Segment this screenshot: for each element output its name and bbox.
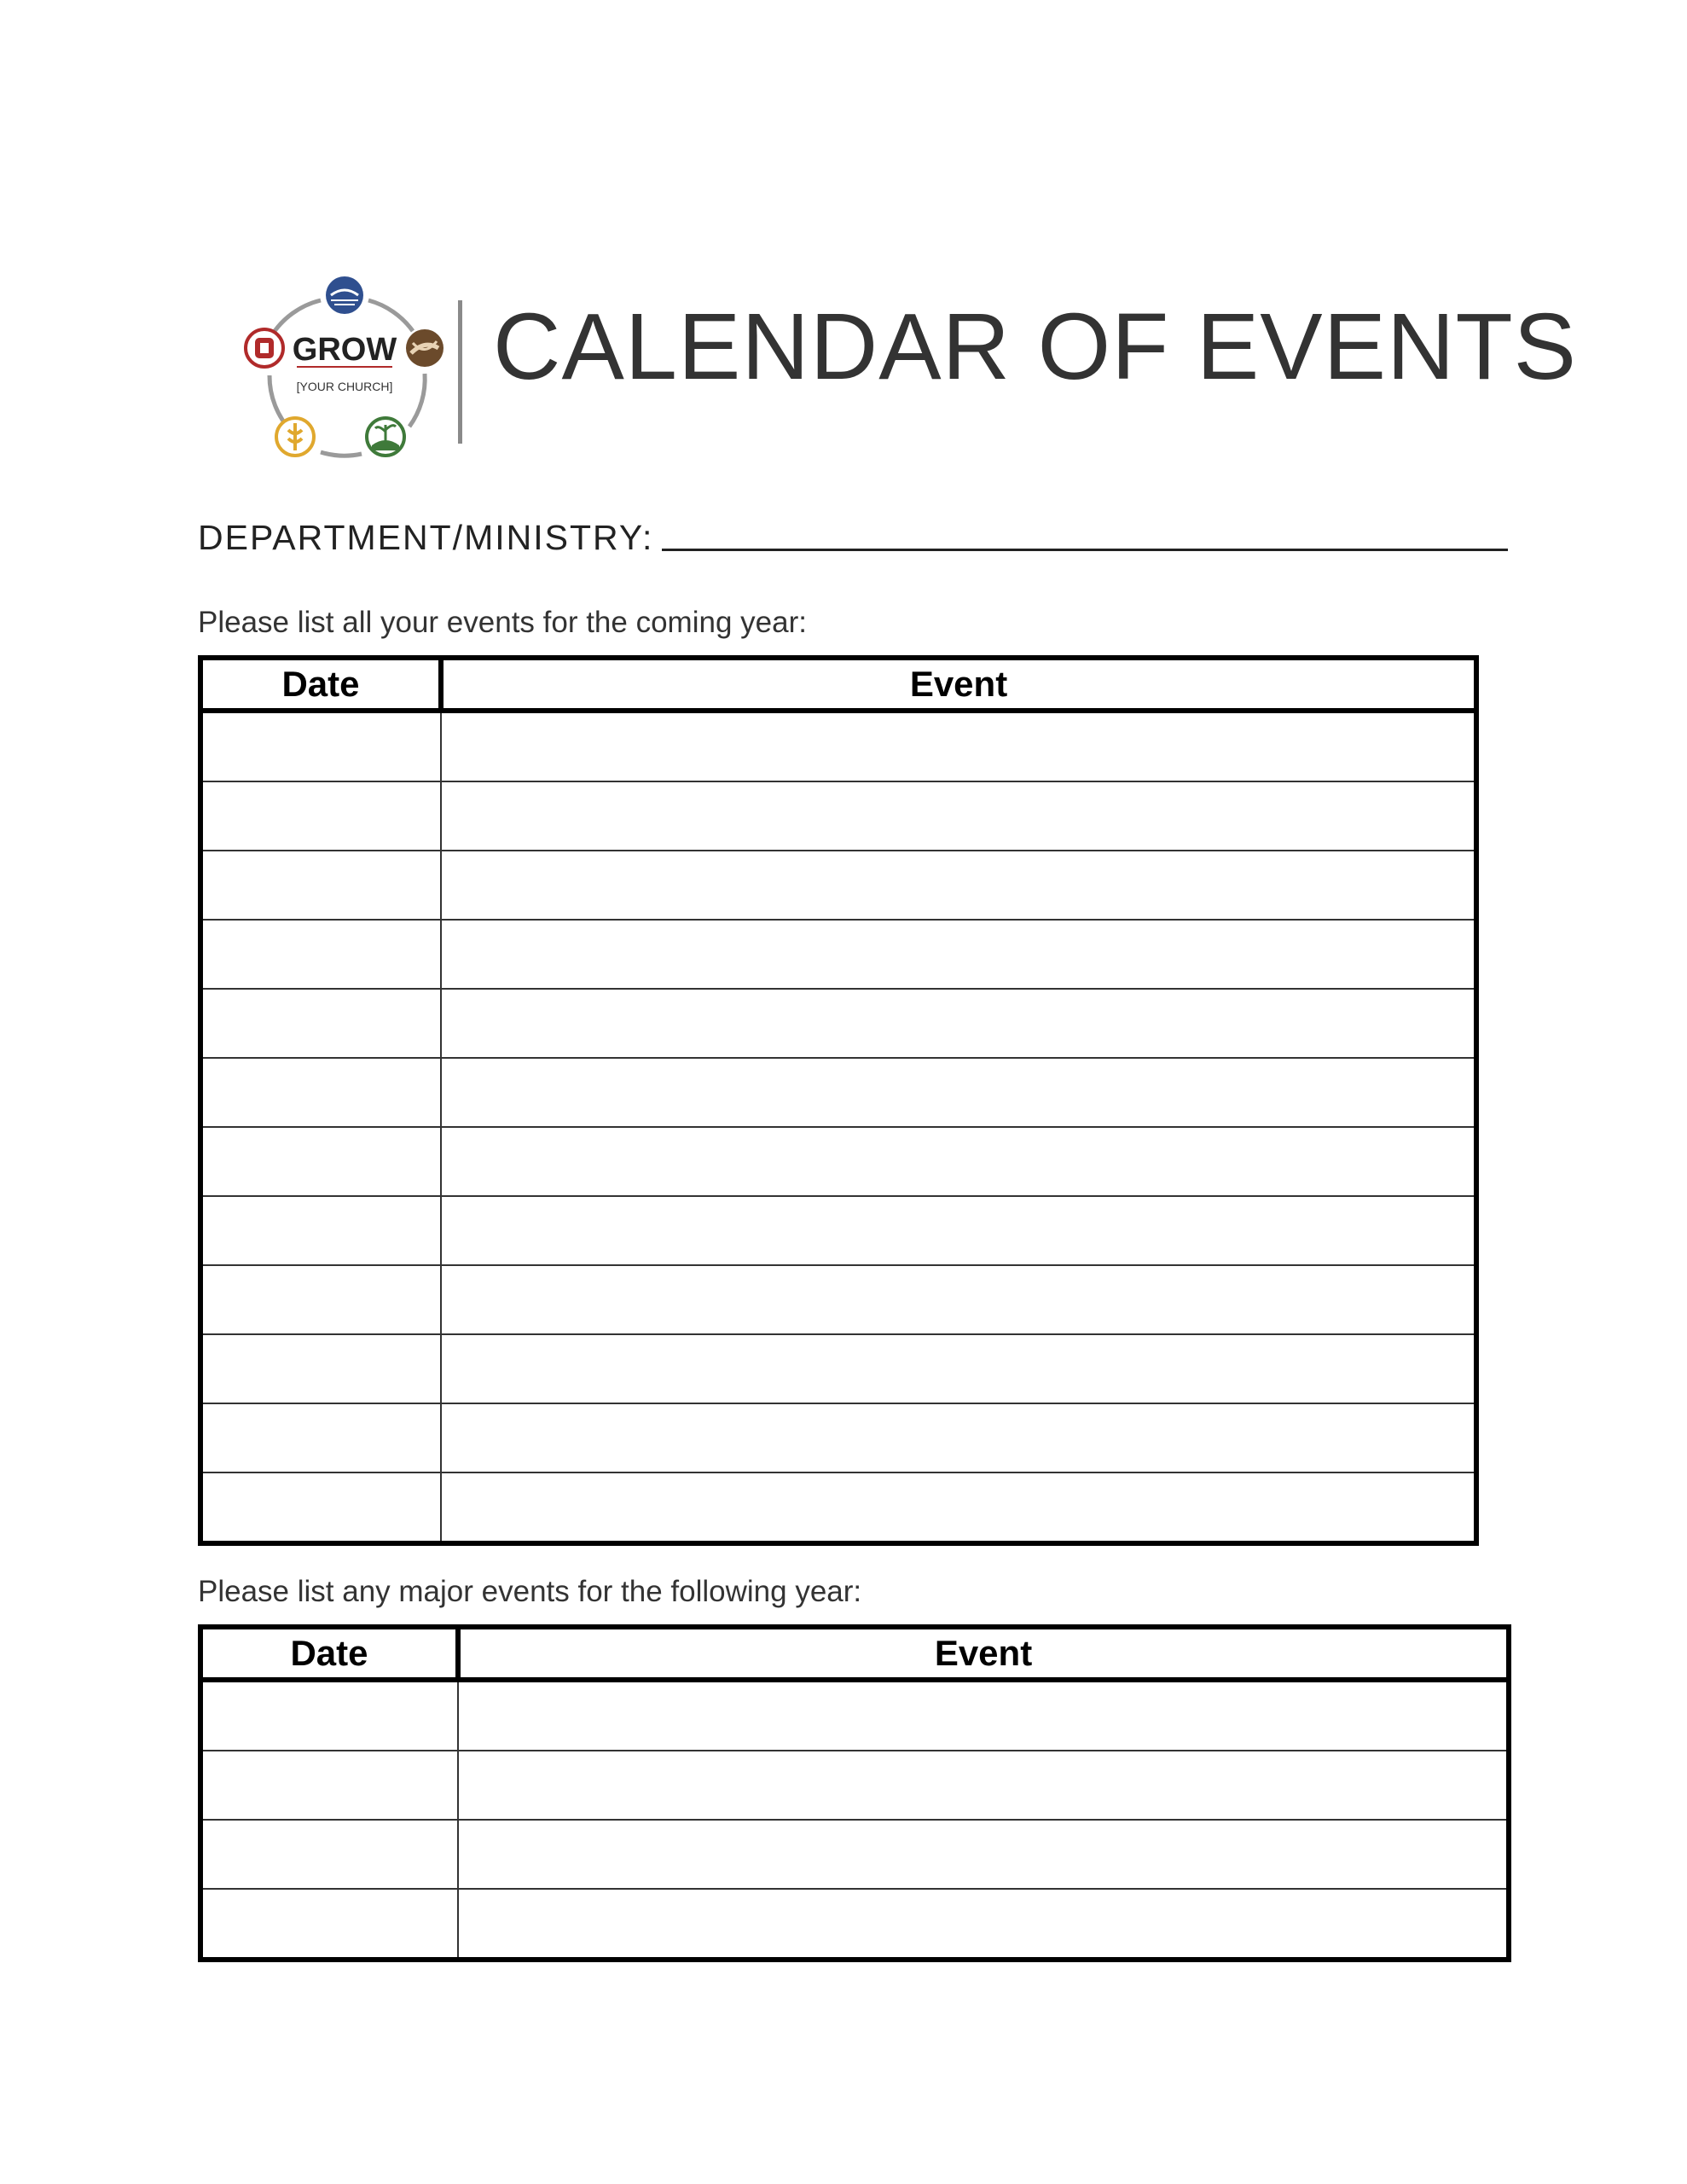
landscape-icon bbox=[326, 276, 363, 314]
event-cell[interactable] bbox=[458, 1820, 1509, 1889]
logo-brand-text: GROW bbox=[292, 332, 397, 368]
date-cell[interactable] bbox=[200, 1196, 441, 1265]
event-cell[interactable] bbox=[441, 1196, 1476, 1265]
page-title: CALENDAR OF EVENTS bbox=[493, 294, 1578, 399]
bread-icon bbox=[246, 329, 283, 367]
table-row bbox=[200, 1403, 1476, 1472]
date-cell[interactable] bbox=[200, 1265, 441, 1334]
table-row bbox=[200, 1472, 1476, 1543]
plant-icon bbox=[367, 418, 404, 456]
grow-logo bbox=[242, 275, 447, 466]
date-cell[interactable] bbox=[200, 1127, 441, 1196]
column-header-date: Date bbox=[200, 658, 441, 711]
event-cell[interactable] bbox=[458, 1751, 1509, 1820]
date-cell[interactable] bbox=[200, 851, 441, 920]
table-header-row bbox=[200, 658, 1476, 711]
date-cell[interactable] bbox=[200, 1472, 441, 1543]
date-cell[interactable] bbox=[200, 1889, 458, 1960]
event-cell[interactable] bbox=[441, 1334, 1476, 1403]
event-cell[interactable] bbox=[441, 989, 1476, 1058]
table-row bbox=[200, 1127, 1476, 1196]
table-row bbox=[200, 1058, 1476, 1127]
event-cell[interactable] bbox=[441, 1058, 1476, 1127]
event-cell[interactable] bbox=[441, 1127, 1476, 1196]
date-cell[interactable] bbox=[200, 989, 441, 1058]
event-cell[interactable] bbox=[441, 1403, 1476, 1472]
event-cell[interactable] bbox=[441, 1472, 1476, 1543]
table-row bbox=[200, 781, 1476, 851]
date-cell[interactable] bbox=[200, 1058, 441, 1127]
event-cell[interactable] bbox=[458, 1889, 1509, 1960]
date-cell[interactable] bbox=[200, 920, 441, 989]
date-cell[interactable] bbox=[200, 1403, 441, 1472]
table-row bbox=[200, 920, 1476, 989]
instruction-following-year: Please list any major events for the following year: bbox=[198, 1575, 862, 1608]
header-divider bbox=[458, 300, 462, 444]
date-cell[interactable] bbox=[200, 711, 441, 781]
hands-icon bbox=[406, 329, 443, 367]
table-row bbox=[200, 1889, 1509, 1960]
table-row bbox=[200, 1680, 1509, 1751]
event-cell[interactable] bbox=[441, 920, 1476, 989]
date-cell[interactable] bbox=[200, 1751, 458, 1820]
date-cell[interactable] bbox=[200, 1334, 441, 1403]
table-row bbox=[200, 1820, 1509, 1889]
table-row bbox=[200, 851, 1476, 920]
table-row bbox=[200, 711, 1476, 781]
table-row bbox=[200, 989, 1476, 1058]
department-field[interactable] bbox=[198, 518, 1508, 558]
events-table-following-year bbox=[198, 1624, 1511, 1962]
instruction-coming-year: Please list all your events for the coming year: bbox=[198, 606, 807, 639]
column-header-event: Event bbox=[441, 658, 1476, 711]
event-cell[interactable] bbox=[441, 1265, 1476, 1334]
logo-church-text: [YOUR CHURCH] bbox=[296, 380, 393, 393]
column-header-event: Event bbox=[458, 1627, 1509, 1680]
events-table-coming-year bbox=[198, 655, 1479, 1546]
logo-graphic bbox=[242, 275, 447, 466]
table-header-row bbox=[200, 1627, 1509, 1680]
event-cell[interactable] bbox=[441, 851, 1476, 920]
event-cell[interactable] bbox=[458, 1680, 1509, 1751]
date-cell[interactable] bbox=[200, 1680, 458, 1751]
event-cell[interactable] bbox=[441, 781, 1476, 851]
department-underline[interactable] bbox=[662, 549, 1508, 551]
date-cell[interactable] bbox=[200, 781, 441, 851]
date-cell[interactable] bbox=[200, 1820, 458, 1889]
table-row bbox=[200, 1334, 1476, 1403]
department-label: DEPARTMENT/MINISTRY: bbox=[198, 518, 654, 557]
column-header-date: Date bbox=[200, 1627, 458, 1680]
event-cell[interactable] bbox=[441, 711, 1476, 781]
table-row bbox=[200, 1751, 1509, 1820]
table-row bbox=[200, 1265, 1476, 1334]
wheat-icon bbox=[276, 418, 314, 456]
table-row bbox=[200, 1196, 1476, 1265]
